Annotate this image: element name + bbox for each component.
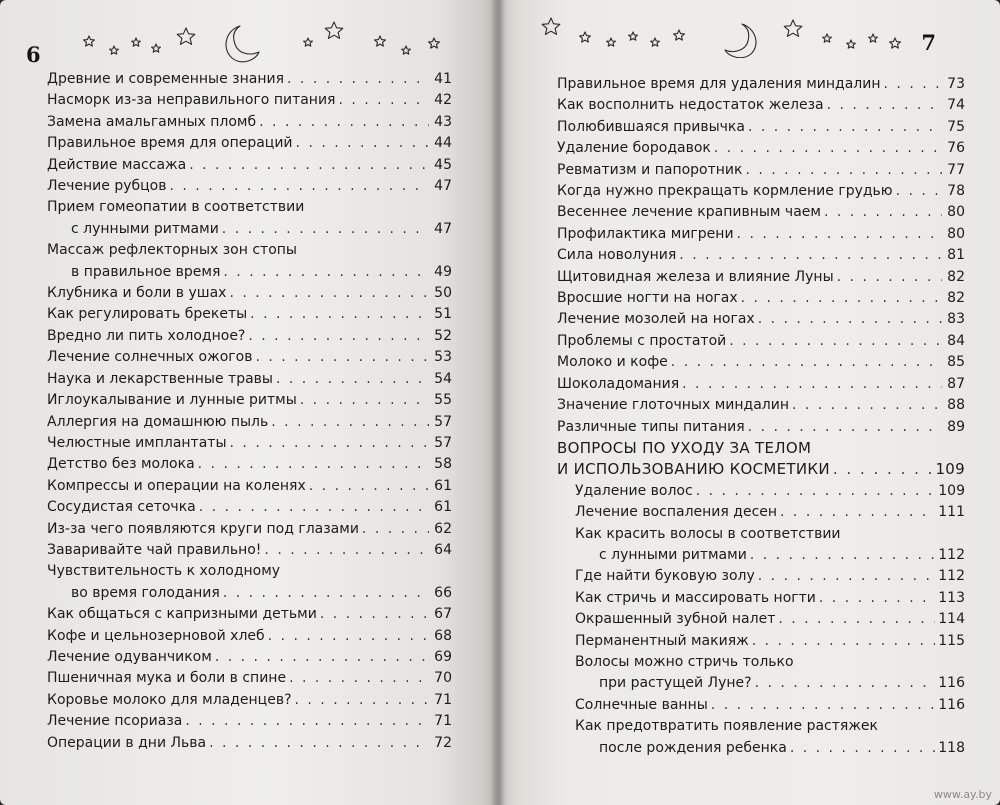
toc-entry <box>557 117 965 138</box>
dot-leader <box>185 711 429 732</box>
toc-page-number: 112 <box>938 568 965 585</box>
dot-leader <box>271 412 429 433</box>
toc-page-number: 52 <box>434 327 452 344</box>
toc-page-number: 55 <box>434 392 452 409</box>
dot-leader <box>833 459 933 480</box>
toc-page-number: 47 <box>434 178 452 195</box>
dot-leader <box>295 690 430 711</box>
toc-entry-title: Перманентный макияж <box>575 632 749 649</box>
toc-page-number: 41 <box>434 71 452 87</box>
toc-entry-title: Лечение мозолей на ногах <box>557 311 755 328</box>
toc-entry-title: Где найти буковую золу <box>575 568 755 585</box>
toc-entry <box>557 267 965 288</box>
dot-leader <box>170 176 430 197</box>
toc-entry-title: Лечение одуванчиком <box>47 648 212 665</box>
star-icon <box>132 38 141 46</box>
crescent-moon-icon <box>725 24 756 58</box>
toc-page-number: 89 <box>947 418 965 435</box>
toc-entry <box>557 309 965 330</box>
dot-leader <box>199 497 429 518</box>
dot-leader <box>259 112 429 133</box>
toc-entry <box>47 283 452 304</box>
dot-leader <box>264 540 429 561</box>
toc-page-number: 115 <box>938 632 965 649</box>
toc-entry <box>47 304 452 325</box>
toc-entry-title: Иглоукалывание и лунные ритмы <box>47 392 297 409</box>
toc-entry <box>557 181 965 202</box>
toc-entry-title: Как общаться с капризными детьми <box>47 606 317 623</box>
dot-leader <box>748 117 942 138</box>
toc-page-number: 61 <box>434 477 452 494</box>
toc-entry-title: Лечение солнечных ожогов <box>47 349 253 366</box>
toc-entry-title: Компрессы и операции на коленях <box>47 477 306 494</box>
toc-page-number: 88 <box>947 397 965 414</box>
toc-page-number: 72 <box>434 734 452 751</box>
toc-entry-title: Древние и современные знания <box>47 71 285 87</box>
dot-leader <box>824 202 942 223</box>
toc-page-number: 58 <box>434 456 452 473</box>
dot-leader <box>198 454 429 475</box>
toc-entry-title: Детство без молока <box>47 456 195 473</box>
star-icon <box>890 38 901 48</box>
toc-entry <box>557 695 965 716</box>
toc-page-number: 61 <box>434 499 452 516</box>
toc-entry <box>47 133 452 154</box>
dot-leader <box>741 288 942 309</box>
dot-leader <box>714 138 942 159</box>
star-icon <box>847 40 856 48</box>
toc-entry <box>557 160 965 181</box>
toc-entry-title: Как предотвратить появление растяжек <box>575 718 878 735</box>
toc-entry-title: Различные типы питания <box>557 418 745 435</box>
dot-leader <box>255 347 429 368</box>
toc-page-number: 84 <box>947 332 965 349</box>
toc-entry-title: Сила новолуния <box>557 247 677 264</box>
toc-page-number: 80 <box>947 204 965 221</box>
toc-entry-title: Лечение воспаления десен <box>575 504 778 521</box>
toc-entry <box>47 155 452 176</box>
toc-page-number: 82 <box>947 268 965 285</box>
dot-leader <box>215 647 429 668</box>
toc-entry-title: Волосы можно стричь только <box>575 653 794 670</box>
toc-entry <box>557 74 965 95</box>
star-icon <box>823 34 832 42</box>
toc-page-number: 109 <box>938 482 965 499</box>
table-of-contents <box>557 74 965 759</box>
star-icon <box>580 32 591 42</box>
toc-entry <box>47 690 452 711</box>
dot-leader <box>729 331 942 352</box>
dot-leader <box>896 181 942 202</box>
toc-entry-title: Вросшие ногти на ногах <box>557 290 738 307</box>
toc-entry <box>557 588 965 609</box>
watermark: www.ay.by <box>933 788 992 801</box>
dot-leader <box>300 390 429 411</box>
toc-page-number: 78 <box>947 183 965 200</box>
star-moon-ornament <box>80 14 480 64</box>
toc-entry <box>557 202 965 223</box>
toc-page-number: 109 <box>935 460 965 479</box>
toc-page-number: 82 <box>947 290 965 307</box>
star-icon <box>110 46 119 54</box>
toc-entry <box>47 604 452 625</box>
toc-entry <box>47 240 452 283</box>
star-icon <box>674 30 685 40</box>
toc-entry-title: Проблемы с простатой <box>557 332 727 349</box>
toc-entry-title: Массаж рефлекторных зон стопы <box>47 242 297 259</box>
toc-entry <box>47 69 452 90</box>
toc-page-number: 49 <box>434 263 452 280</box>
star-icon <box>304 38 313 46</box>
toc-entry-title: Прием гомеопатии в соответствии <box>47 199 305 216</box>
toc-entry <box>47 176 452 197</box>
toc-entry-title: Наука и лекарственные травы <box>47 370 273 387</box>
dot-leader <box>696 481 936 502</box>
toc-entry <box>47 326 452 347</box>
toc-entry <box>47 668 452 689</box>
toc-entry <box>557 95 965 116</box>
toc-entry-title: Замена амальгамных пломб <box>47 113 257 130</box>
dot-leader <box>222 219 429 240</box>
toc-page-number: 114 <box>938 611 965 628</box>
star-icon <box>375 36 386 46</box>
toc-entry <box>47 412 452 433</box>
toc-entry-title: Полюбившаяся привычка <box>557 118 745 135</box>
toc-page-number: 57 <box>434 434 452 451</box>
toc-page-number: 64 <box>434 541 452 558</box>
toc-entry <box>557 716 965 759</box>
star-moon-ornament <box>537 8 917 58</box>
star-icon <box>152 44 161 52</box>
toc-entry-title: Из-за чего появляются круги под глазами <box>47 520 359 537</box>
toc-entry-title: Как стричь и массировать ногти <box>575 589 816 606</box>
toc-entry-title: Весеннее лечение крапивным чаем <box>557 204 821 221</box>
star-icon <box>325 22 343 38</box>
star-icon <box>402 46 411 54</box>
toc-entry <box>47 369 452 390</box>
dot-leader <box>755 673 936 694</box>
dot-leader <box>296 133 429 154</box>
toc-entry-title: Правильное время для операций <box>47 135 293 152</box>
toc-entry <box>557 138 965 159</box>
dot-leader <box>250 304 429 325</box>
toc-entry <box>557 652 965 695</box>
toc-page-number: 53 <box>434 349 452 366</box>
table-of-contents <box>47 69 452 754</box>
toc-page-number: 43 <box>434 113 452 130</box>
dot-leader <box>229 283 429 304</box>
toc-section-heading <box>557 438 965 481</box>
toc-entry-title-continued: И ИСПОЛЬЗОВАНИЮ КОСМЕТИКИ <box>557 460 830 479</box>
toc-entry-title: Удаление бородавок <box>557 140 711 157</box>
toc-entry <box>47 540 452 561</box>
star-icon <box>629 32 638 40</box>
toc-page-number: 112 <box>938 546 965 563</box>
dot-leader <box>230 433 429 454</box>
toc-page-number: 51 <box>434 306 452 323</box>
star-icon <box>607 38 616 46</box>
page-number: 6 <box>26 42 41 67</box>
dot-leader <box>679 245 942 266</box>
toc-entry <box>557 352 965 373</box>
toc-entry <box>47 476 452 497</box>
toc-page-number: 77 <box>947 161 965 178</box>
star-icon <box>429 38 440 48</box>
dot-leader <box>223 262 429 283</box>
dot-leader <box>758 566 935 587</box>
toc-entry <box>557 631 965 652</box>
star-icon <box>869 34 878 42</box>
toc-entry-title: Сосудистая сеточка <box>47 499 196 516</box>
dot-leader <box>819 588 935 609</box>
toc-entry-title: Лечение псориаза <box>47 713 183 730</box>
dot-leader <box>309 476 429 497</box>
toc-page-number: 81 <box>947 247 965 264</box>
toc-entry-title: Ревматизм и папоротник <box>557 161 743 178</box>
toc-entry <box>47 90 452 111</box>
toc-entry-title: Как восполнить недостаток железа <box>557 97 824 114</box>
dot-leader <box>792 395 942 416</box>
toc-entry-title: Окрашенный зубной налет <box>575 611 776 628</box>
toc-page-number: 66 <box>434 584 452 601</box>
toc-entry <box>557 288 965 309</box>
toc-entry <box>47 519 452 540</box>
right-page <box>497 0 1000 805</box>
dot-leader <box>790 738 935 759</box>
toc-page-number: 116 <box>938 675 965 692</box>
toc-page-number: 87 <box>947 375 965 392</box>
dot-leader <box>189 155 429 176</box>
toc-entry-title-continued: с лунными ритмами <box>599 546 747 563</box>
toc-entry <box>557 245 965 266</box>
toc-page-number: 71 <box>434 691 452 708</box>
toc-entry-title: Удаление волос <box>575 482 693 499</box>
dot-leader <box>287 69 429 90</box>
left-page <box>0 0 497 805</box>
toc-entry-title: Как регулировать брекеты <box>47 306 248 323</box>
toc-entry <box>47 454 452 475</box>
toc-entry-title-continued: в правильное время <box>71 263 221 280</box>
dot-leader <box>837 267 942 288</box>
toc-entry-title: Молоко и кофе <box>557 354 668 371</box>
toc-entry-title: Когда нужно прекращать кормление грудью <box>557 183 893 200</box>
dot-leader <box>671 352 942 373</box>
dot-leader <box>737 224 942 245</box>
dot-leader <box>209 733 429 754</box>
dot-leader <box>289 668 429 689</box>
toc-entry <box>47 197 452 240</box>
toc-entry <box>557 609 965 630</box>
toc-entry-title-continued: при растущей Луне? <box>599 675 752 692</box>
toc-page-number: 73 <box>947 76 965 92</box>
toc-entry-title: Операции в дни Льва <box>47 734 207 751</box>
toc-entry-title: Правильное время для удаления миндалин <box>557 76 881 92</box>
toc-page-number: 118 <box>938 739 965 756</box>
star-icon <box>784 20 802 36</box>
toc-page-number: 68 <box>434 627 452 644</box>
dot-leader <box>248 326 429 347</box>
toc-entry-title: Профилактика мигрени <box>557 225 734 242</box>
toc-entry-title: Значение глоточных миндалин <box>557 397 789 414</box>
toc-entry-title-continued: с лунными ритмами <box>71 220 219 237</box>
dot-leader <box>223 583 429 604</box>
toc-entry-title: Аллергия на домашнюю пыль <box>47 413 269 430</box>
toc-entry <box>557 395 965 416</box>
toc-entry-title-continued: во время голодания <box>71 584 220 601</box>
toc-page-number: 75 <box>947 118 965 135</box>
toc-entry-title: Насморк из-за неправильного питания <box>47 92 336 109</box>
star-icon <box>542 18 560 34</box>
toc-page-number: 76 <box>947 140 965 157</box>
toc-entry-title: Шоколадомания <box>557 375 680 392</box>
toc-entry <box>557 502 965 523</box>
dot-leader <box>750 545 935 566</box>
toc-entry-title: Кофе и цельнозерновой хлеб <box>47 627 265 644</box>
dot-leader <box>745 160 942 181</box>
crescent-moon-icon <box>226 26 259 62</box>
dot-leader <box>682 374 942 395</box>
toc-page-number: 85 <box>947 354 965 371</box>
toc-entry-title: Действие массажа <box>47 156 187 173</box>
toc-entry-title: Вредно ли пить холодное? <box>47 327 246 344</box>
toc-entry-title: Как красить волосы в соответствии <box>575 525 841 542</box>
toc-entry <box>47 112 452 133</box>
toc-page-number: 67 <box>434 606 452 623</box>
star-icon <box>84 36 95 46</box>
dot-leader <box>268 626 429 647</box>
star-icon <box>651 38 660 46</box>
toc-page-number: 69 <box>434 648 452 665</box>
toc-entry-title: Заваривайте чай правильно! <box>47 541 262 558</box>
toc-entry <box>557 224 965 245</box>
toc-page-number: 113 <box>938 589 965 606</box>
dot-leader <box>362 519 429 540</box>
toc-page-number: 47 <box>434 220 452 237</box>
toc-page-number: 83 <box>947 311 965 328</box>
toc-page-number: 80 <box>947 225 965 242</box>
toc-entry <box>47 433 452 454</box>
toc-entry <box>557 566 965 587</box>
toc-entry <box>47 711 452 732</box>
toc-entry <box>47 561 452 604</box>
toc-page-number: 50 <box>434 285 452 302</box>
toc-page-number: 71 <box>434 713 452 730</box>
dot-leader <box>884 74 942 95</box>
toc-entry <box>557 417 965 438</box>
dot-leader <box>338 90 429 111</box>
toc-page-number: 70 <box>434 670 452 687</box>
toc-entry <box>557 374 965 395</box>
toc-entry <box>557 524 965 567</box>
toc-entry-title: Коровье молоко для младенцев? <box>47 691 292 708</box>
toc-entry-title-continued: после рождения ребенка <box>599 739 787 756</box>
toc-entry <box>557 331 965 352</box>
toc-entry-title: Лечение рубцов <box>47 178 167 195</box>
toc-entry <box>47 347 452 368</box>
toc-page-number: 111 <box>938 504 965 521</box>
toc-entry-title: Щитовидная железа и влияние Луны <box>557 268 834 285</box>
page-number: 7 <box>921 30 936 55</box>
toc-entry <box>47 497 452 518</box>
dot-leader <box>780 502 935 523</box>
toc-entry <box>47 733 452 754</box>
dot-leader <box>276 369 429 390</box>
dot-leader <box>778 609 935 630</box>
dot-leader <box>758 309 942 330</box>
toc-page-number: 42 <box>434 92 452 109</box>
toc-entry-title: Пшеничная мука и боли в спине <box>47 670 287 687</box>
toc-page-number: 116 <box>938 696 965 713</box>
star-icon <box>177 28 195 44</box>
toc-entry-title: Чувствительность к холодному <box>47 563 281 580</box>
toc-entry-title: ВОПРОСЫ ПО УХОДУ ЗА ТЕЛОМ <box>557 438 812 457</box>
toc-entry-title: Челюстные имплантаты <box>47 434 227 451</box>
toc-entry <box>47 390 452 411</box>
toc-page-number: 54 <box>434 370 452 387</box>
toc-page-number: 45 <box>434 156 452 173</box>
toc-page-number: 62 <box>434 520 452 537</box>
dot-leader <box>320 604 429 625</box>
toc-entry-title: Солнечные ванны <box>575 696 708 713</box>
dot-leader <box>711 695 935 716</box>
toc-page-number: 74 <box>947 97 965 114</box>
toc-page-number: 44 <box>434 135 452 152</box>
dot-leader <box>748 417 942 438</box>
toc-entry <box>557 481 965 502</box>
toc-page-number: 57 <box>434 413 452 430</box>
toc-entry <box>47 647 452 668</box>
toc-entry-title: Клубника и боли в ушах <box>47 285 227 302</box>
toc-entry <box>47 626 452 647</box>
dot-leader <box>752 631 936 652</box>
dot-leader <box>827 95 942 116</box>
